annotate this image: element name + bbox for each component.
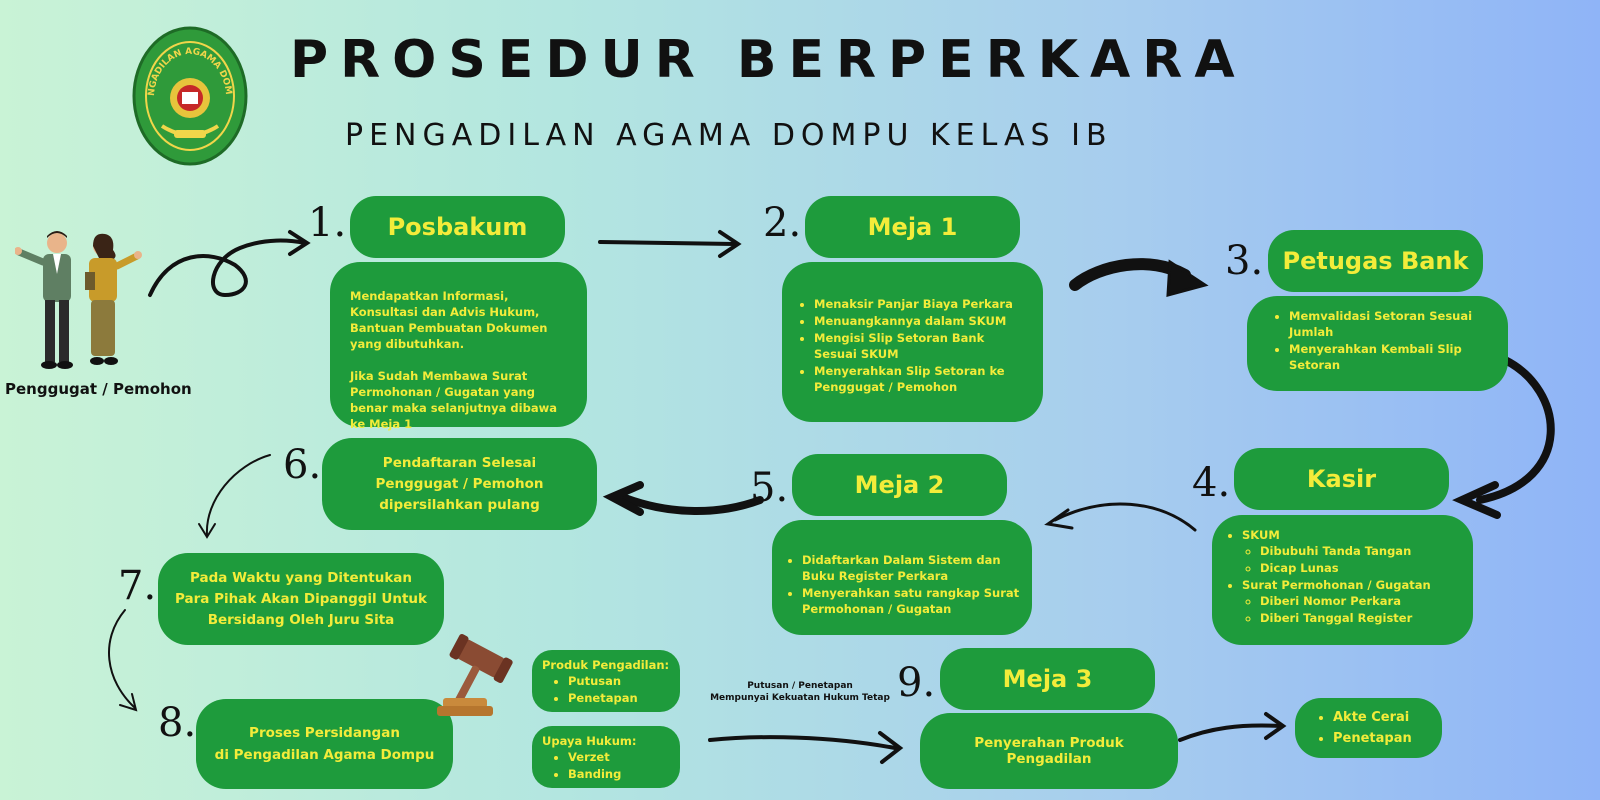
list-item: • Menaksir Panjar Biaya Perkara <box>814 296 1029 312</box>
step-3-title: Petugas Bank <box>1268 230 1483 292</box>
arrow-posbakum-to-meja1 <box>600 242 735 244</box>
arrow-panggilan-to-persidangan <box>109 610 135 708</box>
step-5-title: Meja 2 <box>792 454 1007 516</box>
step-2-title: Meja 1 <box>805 196 1020 258</box>
arrow-start-to-posbakum <box>150 241 305 295</box>
list-item: • Menyerahkan Slip Setoran ke Penggugat / Pemohon <box>814 363 1029 395</box>
arrow-meja2-to-pendaftaran <box>625 498 760 511</box>
step-1-title: Posbakum <box>350 196 565 258</box>
step-8-line2: di Pengadilan Agama Dompu <box>214 747 435 763</box>
step-5-box <box>772 520 1032 635</box>
step-9-title: Meja 3 <box>940 648 1155 710</box>
list-item: • Menuangkannya dalam SKUM <box>814 313 1029 329</box>
list-item: • Penetapan <box>568 690 670 706</box>
list-item: • SKUM ◦ Dibubuhi Tanda Tangan ◦ Dicap Lunas <box>1242 527 1461 576</box>
step-3-list <box>1271 308 1494 373</box>
page-subtitle: PENGADILAN AGAMA DOMPU KELAS IB <box>345 118 1113 153</box>
list-item: ◦ Diberi Nomor Perkara <box>1260 593 1461 609</box>
step-9-number: 9. <box>897 660 936 706</box>
step-1-number: 1. <box>308 200 347 246</box>
list-item: ◦ Diberi Tanggal Register <box>1260 610 1461 626</box>
list-item: • Verzet <box>568 749 670 765</box>
step-7-number: 7. <box>118 563 157 609</box>
step-1-para1: Mendapatkan Informasi, Konsultasi dan Advis Hukum, Bantuan Pembuatan Dokumen yang dibutuhkan. <box>350 289 548 351</box>
gavel-icon <box>437 632 537 718</box>
upaya-label: Upaya Hukum: <box>542 734 637 748</box>
step-8-line1: Proses Persidangan <box>249 725 400 741</box>
svg-text:PENGADILAN AGAMA DOMPU: NGADILAN AGAMA DOM <box>146 46 234 97</box>
step-2-number: 2. <box>763 200 802 246</box>
list-item: • Mengisi Slip Setoran Bank Sesuai SKUM <box>814 330 1029 362</box>
kekuatan-hukum-note: Putusan / Penetapan Mempunyai Kekuatan Hukum Tetap <box>710 681 890 703</box>
page-title: PROSEDUR BERPERKARA <box>290 30 1247 90</box>
step-6-number: 6. <box>283 442 322 488</box>
list-item: • Memvalidasi Setoran Sesuai Jumlah <box>1289 308 1494 340</box>
step-2-list <box>796 296 1029 395</box>
step-4-box <box>1212 515 1473 645</box>
list-item: ◦ Dicap Lunas <box>1260 560 1461 576</box>
step-8-number: 8. <box>158 700 197 746</box>
step-7-box: Pada Waktu yang Ditentukan Para Pihak Akan Dipanggil Untuk Bersidang Oleh Juru Sita <box>158 553 444 645</box>
list-item: • Menyerahkan Kembali Slip Setoran <box>1289 341 1494 373</box>
step-4-number: 4. <box>1192 460 1231 506</box>
step-3-box <box>1247 296 1508 391</box>
list-item: • Didaftarkan Dalam Sistem dan Buku Register Perkara <box>802 552 1020 584</box>
step-2-box <box>782 262 1043 422</box>
list-item: ◦ Dibubuhi Tanda Tangan <box>1260 543 1461 559</box>
step-4-title: Kasir <box>1234 448 1449 510</box>
list-item: • Menyerahkan satu rangkap Surat Permohonan / Gugatan <box>802 585 1020 617</box>
step-9-box: Penyerahan Produk Pengadilan <box>920 713 1178 789</box>
output-list <box>1315 708 1430 749</box>
produk-box <box>532 650 680 712</box>
upaya-box <box>532 726 680 788</box>
step-3-number: 3. <box>1225 238 1264 284</box>
step-8-box <box>196 699 453 789</box>
produk-label: Produk Pengadilan: <box>542 658 670 672</box>
step-4-list <box>1224 527 1461 626</box>
step-6-box: Pendaftaran Selesai Penggugat / Pemohon dipersilahkan pulang <box>322 438 597 530</box>
list-item: • Surat Permohonan / Gugatan ◦ Diberi Nomor Perkara ◦ Diberi Tanggal Register <box>1242 577 1461 626</box>
produk-list <box>542 673 670 706</box>
step-1-para2: Jika Sudah Membawa Surat Permohonan / Gugatan yang benar maka selanjutnya dibawa ke Meja 1 <box>350 369 557 431</box>
arrow-persidangan-to-meja3 <box>710 737 895 748</box>
step-5-number: 5. <box>750 465 789 511</box>
arrow-pendaftaran-to-panggilan <box>207 455 270 535</box>
arrow-kasir-to-meja2 <box>1055 504 1195 530</box>
list-item: • Putusan <box>568 673 670 689</box>
list-item: • Akte Cerai <box>1333 708 1430 728</box>
output-box <box>1295 698 1442 758</box>
list-item: • Penetapan <box>1333 729 1430 749</box>
step-5-list <box>784 552 1020 617</box>
actor-label: Penggugat / Pemohon <box>5 380 192 398</box>
upaya-list <box>542 749 670 782</box>
step-1-box <box>330 262 587 431</box>
list-item: • Banding <box>568 766 670 782</box>
